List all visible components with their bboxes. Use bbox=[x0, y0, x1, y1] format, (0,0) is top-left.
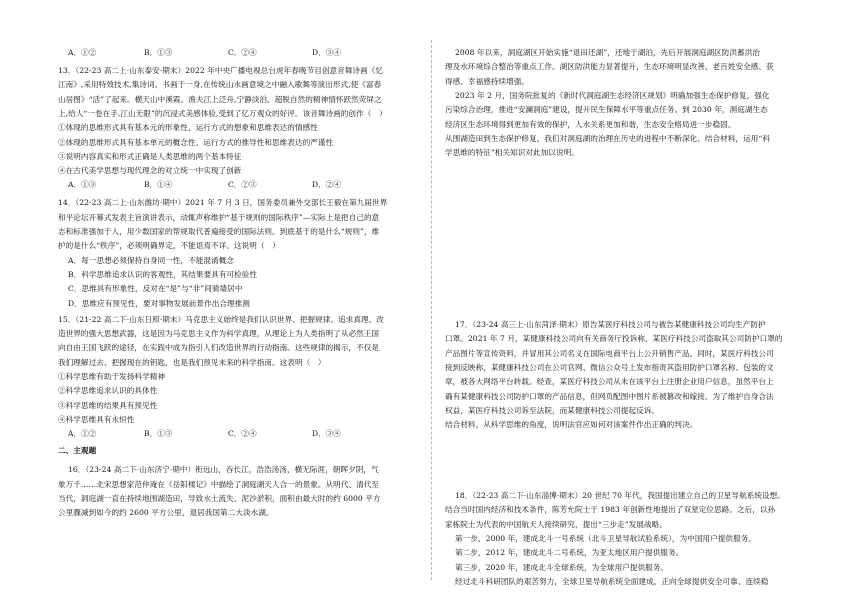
option-row-top-1: B．①③ bbox=[144, 48, 173, 57]
q13-line: ②体现的思维形式具有基本单元的概念性、运行方式的推导性和思维表达的严谨性 bbox=[58, 137, 334, 147]
q16-continued-line: 从围湖造田到生态保护修复，我们对洞庭湖的治理在历史的进程中不断深化、结合材料，运用“科 bbox=[445, 133, 770, 143]
q15-line: ②科学思维追求认识的具体性 bbox=[58, 386, 158, 396]
option-row-top-3: D．③④ bbox=[312, 48, 341, 57]
q15-line: ①科学思维有助于发扬科学精神 bbox=[58, 372, 166, 381]
q14-option: B．科学思维追求认识的客观性，其结果要具有可检验性 bbox=[68, 269, 258, 279]
q15-option-0: A．①② bbox=[68, 429, 97, 439]
q13-option-0: A．①③ bbox=[68, 180, 97, 190]
q15-option-3: D．③④ bbox=[312, 429, 341, 439]
q15-line: ④科学思维具有永恒性 bbox=[58, 414, 135, 424]
section-heading: 二、主观题 bbox=[58, 446, 97, 456]
option-row-top-0: A．①② bbox=[68, 48, 97, 57]
q15-option-1: B．①③ bbox=[144, 429, 173, 439]
q15-line: 我们理解过去、把握现在的钥匙，也是我们预见未来的科学指南。这表明（ ） bbox=[58, 357, 326, 367]
q17-line: 口罩。2021 年 7 月，某健康科技公司向有关商务厅投诉称，某医疗科技公司盗取其公司防护口罩的 bbox=[445, 334, 783, 344]
q16-continued-line: 经济区生态环境得到更加有效的保护，人水关系更加和谐，生态安全格局进一步稳固。 bbox=[445, 119, 736, 129]
q14-line: 志和标准强加于人，用少数国家的帮规取代普遍接受的国际法则。到底基于的是什么“规则”，维 bbox=[58, 227, 380, 236]
q16-continued-line: 污染综合治理，推进“安澜洞庭”建设，提升民生保障水平等重点任务。到 2030 年，洞庭湖生态 bbox=[445, 105, 768, 115]
q18-line: 第一步，2000 年，建成北斗一号系统（北斗卫星导航试验系统），为中国用户提供服务。 bbox=[455, 533, 757, 543]
q17-line: 权益，某医疗科技公司诉至法院，而某健康科技公司提起反诉。 bbox=[445, 405, 660, 415]
q16-continued-line: 学思维的特征”相关知识对此加以说明。 bbox=[445, 148, 579, 158]
q14-line: 和平论坛开幕式发表主旨演讲表示，动辄声称维护“基于规则的国际秩序”—实际上是把自己的意 bbox=[58, 212, 380, 222]
q18-line: 18．（22-23 高二下·山东淄博·期末）20 世纪 70 年代，我国提出建立自己的卫星导航系统设想。 bbox=[455, 491, 785, 500]
q13-option-1: B．①④ bbox=[144, 180, 173, 190]
q13-option-3: D．②④ bbox=[312, 180, 341, 190]
q15-line: 向自由王国飞跃的途径，在实践中成为指引人们改造世界的行动指南。这些规律的揭示，不仅是 bbox=[58, 343, 380, 353]
q13-option-2: C．②③ bbox=[228, 180, 257, 190]
q16-continued-line: 2023 年 2 月，国务院批复的《新时代洞庭湖生态经济区规划》明确加强生态保护修复，强化 bbox=[455, 90, 770, 100]
q17-line: 确有某健康科技公司防护口罩的产品信息，但网页配图中图片系被篡改和嫁接。为了维护自身合法 bbox=[445, 391, 774, 401]
q13-line: 江南》,采用特效技术,集诗词、书画于一身,在传统山水画意境之中融入歌舞等演出形式,使《富春 bbox=[58, 80, 382, 90]
q16-line: 公里骤减到如今的约 2600 平方公里，退居我国第二大淡水湖。 bbox=[58, 508, 274, 518]
q17-line: 产品图片等宣传资料，并冒用其公司名义在国际电商平台上公开销售产品。同时，某医疗科技公司 bbox=[445, 348, 774, 358]
q14-option: D．思维应有预见性，要对事物发展前景作出合理推测 bbox=[68, 298, 250, 308]
q15-line: 造世界的强大思想武器，这是因为马克思主义作为科学真理，从理论上为人类指明了从必然王国 bbox=[58, 329, 380, 339]
q14-option: C．思维具有形象性，反对在“是”与“非”间骑墙居中 bbox=[68, 284, 243, 294]
q18-line: 结合当时国内经济和技术条件，陈芳允院士于 1983 年创新性地提出了双星定位思路。之后，以孙 bbox=[445, 505, 776, 515]
q17-line: 结合材料，从科学思维的角度，说明法官应如何对该案件作出正确的判决。 bbox=[445, 420, 698, 430]
q14-option: A．每一思想必须保持自身同一性，不能混淆概念 bbox=[68, 255, 235, 265]
q17-line: 接到反映称，某健康科技公司在公司官网、微信公众号上发布指责其盗用防护口罩名称、包装的文 bbox=[445, 362, 774, 372]
column-divider bbox=[431, 40, 432, 580]
q16-continued-line: 2008 年以来，洞庭湖区开始实施“退田还湖”，还地于湖泊，先后开展洞庭湖区防洪蓄洪治 bbox=[455, 48, 761, 57]
q16-continued-line: 得感、幸福感持续增强。 bbox=[445, 76, 530, 86]
q13-line: ①体现的思维形式具有基本元的形象性、运行方式的想象和思维表达的情感性 bbox=[58, 123, 318, 133]
q15-line: ③科学思维的结果具有预见性 bbox=[58, 400, 158, 410]
q18-line: 第三步，2020 年，建成北斗全球系统，为全球用户提供服务。 bbox=[455, 562, 669, 572]
q15-line: 15．（21-22 高二下·山东日照·期末）马克思主义始终是我们认识世界、把握规律、追求真理、改 bbox=[58, 314, 384, 324]
q13-line: ④在古代美学思想与现代理念的对立统一中实现了创新 bbox=[58, 166, 242, 176]
q17-line: 17．（23-24 高三上·山东菏泽·期末）原告某医疗科技公司与被告某健康科技公司均生产防护 bbox=[455, 320, 766, 329]
option-row-top-2: C．②④ bbox=[228, 48, 257, 57]
q13-line: 上,给人“一卷在手,江山无限”的沉浸式美感体验,受到了亿万观众的好评。该音舞诗画的创作（ ） bbox=[58, 108, 387, 118]
q16-continued-line: 理及水环境综合整治等重点工作。湖区防洪能力显著提升，生态环境明显改善，老百姓安全感、获 bbox=[445, 62, 774, 72]
q13-line: 山居图》“活”了起来。横天山中溪霞、渔夫江上泛舟,宁静淡泊、超脱自然的精神情怀跃然荧屏之 bbox=[58, 94, 382, 104]
q18-line: 经过北斗科研团队的艰苦努力，全球卫星导航系统全面建成，正向全球提供安全可靠、连续稳 bbox=[455, 576, 769, 586]
q14-line: 14．（22-23 高二上·山东潍坊·期中）2021 年 7 月 3 日，国务委员兼外交部长王毅在第九届世界 bbox=[58, 198, 388, 208]
q14-line: 护的是什么“秩序”，必须明确界定，不能语焉不详。这说明（ ） bbox=[58, 241, 280, 251]
q16-line: 16．（23-24 高二下·山东济宁·期中）衔远山，吞长江，浩浩汤汤，横无际涯，朝晖夕阴，气 bbox=[68, 465, 379, 475]
q13-line: 13．（22-23 高二上·山东泰安·期末）2022 年中央广播电视总台虎年春晚节目创意音舞诗画《忆 bbox=[58, 66, 384, 75]
q16-line: 当代，洞庭湖一直在持续地围湖造田，导致水土流失、泥沙淤积，面积由最大时的约 6000 平方 bbox=[58, 493, 381, 503]
q15-option-2: C．②④ bbox=[228, 429, 257, 439]
q18-line: 家栋院士为代表的中国航天人接续研究，提出“三步走”发展战略。 bbox=[445, 519, 667, 529]
q13-line: ③说明内容真实和形式正确是人类思维的两个基本特征 bbox=[58, 151, 242, 161]
q17-line: 章，被各大网络平台转载。经查，某医疗科技公司从未在该平台上注册企业用户信息，虽然平台上 bbox=[445, 377, 774, 387]
q16-line: 象万千……北宋思想家范仲淹在《岳阳楼记》中描绘了洞庭湖天人合一的景象。从明代、清代至 bbox=[58, 479, 380, 489]
q18-line: 第二步，2012 年，建成北斗二号系统，为亚太地区用户提供服务。 bbox=[455, 548, 684, 558]
